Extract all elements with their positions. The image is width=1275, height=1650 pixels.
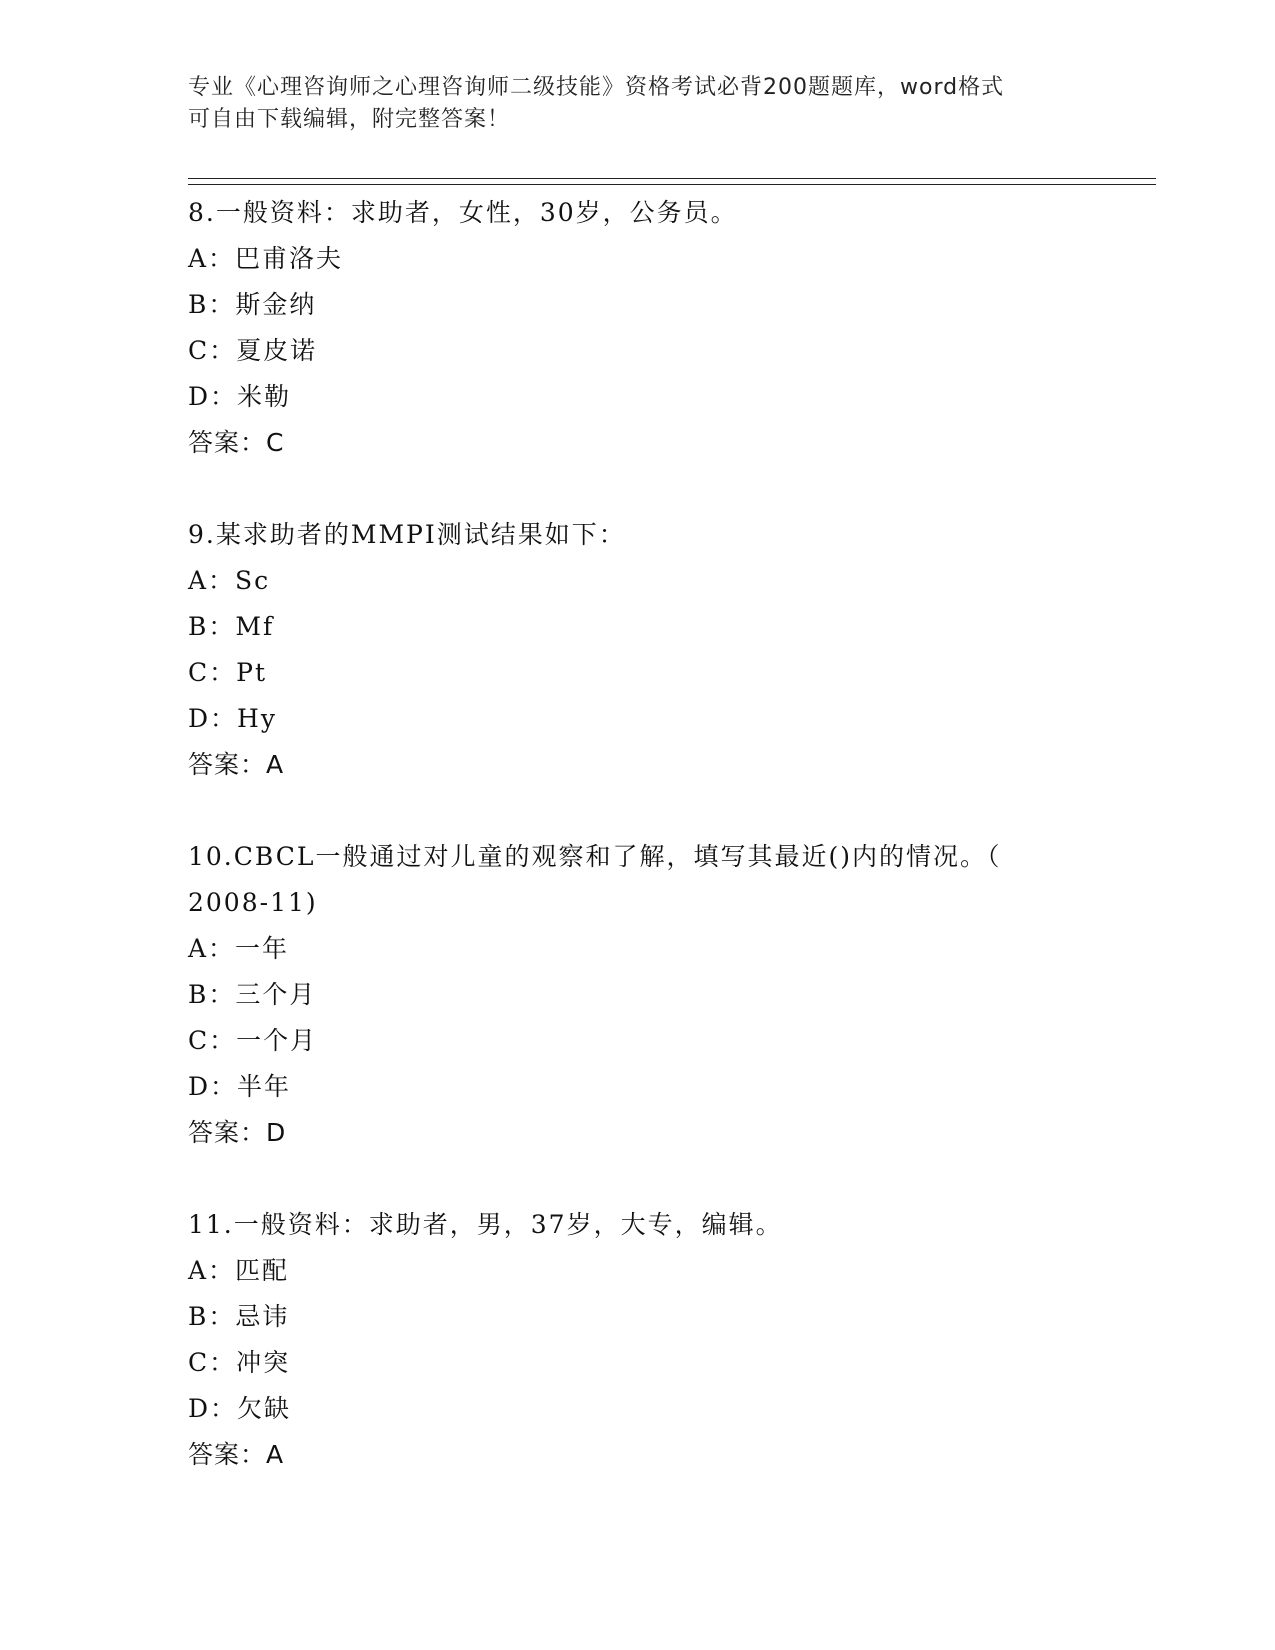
option-c: C：Pt: [188, 658, 267, 687]
question-stem: 9.某求助者的MMPI测试结果如下：: [188, 520, 626, 549]
option-b: B：三个月: [188, 980, 317, 1009]
question-list: [188, 190, 1088, 1524]
option-b: B：斯金纳: [188, 290, 317, 319]
option-d: D：米勒: [188, 382, 292, 411]
option-a: A：一年: [188, 934, 290, 963]
question-stem: 11.一般资料：求助者，男，37岁，大专，编辑。: [188, 1210, 783, 1239]
header-divider: [188, 178, 1156, 185]
question-9: [188, 512, 1088, 788]
answer: 答案：A: [188, 750, 285, 779]
header-line-2: 可自由下载编辑，附完整答案！: [188, 107, 511, 132]
option-b: B：忌讳: [188, 1302, 290, 1331]
option-c: C：一个月: [188, 1026, 318, 1055]
header-line-1: 专业《心理咨询师之心理咨询师二级技能》资格考试必背200题题库，word格式: [188, 75, 1005, 100]
option-a: A：匹配: [188, 1256, 290, 1285]
question-stem-line-2: 2008-11): [188, 888, 318, 917]
option-d: D：欠缺: [188, 1394, 292, 1423]
question-10: [188, 834, 1088, 1156]
option-b: B：Mf: [188, 612, 275, 641]
option-d: D：Hy: [188, 704, 277, 733]
document-header: [188, 72, 1088, 136]
option-c: C：夏皮诺: [188, 336, 318, 365]
answer: 答案：C: [188, 428, 285, 457]
answer: 答案：D: [188, 1118, 287, 1147]
question-11: [188, 1202, 1088, 1478]
answer: 答案：A: [188, 1440, 285, 1469]
option-a: A：Sc: [188, 566, 271, 595]
question-stem-line-1: 10.CBCL一般通过对儿童的观察和了解，填写其最近()内的情况。（: [188, 842, 1002, 871]
option-c: C：冲突: [188, 1348, 291, 1377]
option-d: D：半年: [188, 1072, 292, 1101]
option-a: A：巴甫洛夫: [188, 244, 344, 273]
question-stem: 8.一般资料：求助者，女性，30岁，公务员。: [188, 198, 738, 227]
question-8: [188, 190, 1088, 466]
